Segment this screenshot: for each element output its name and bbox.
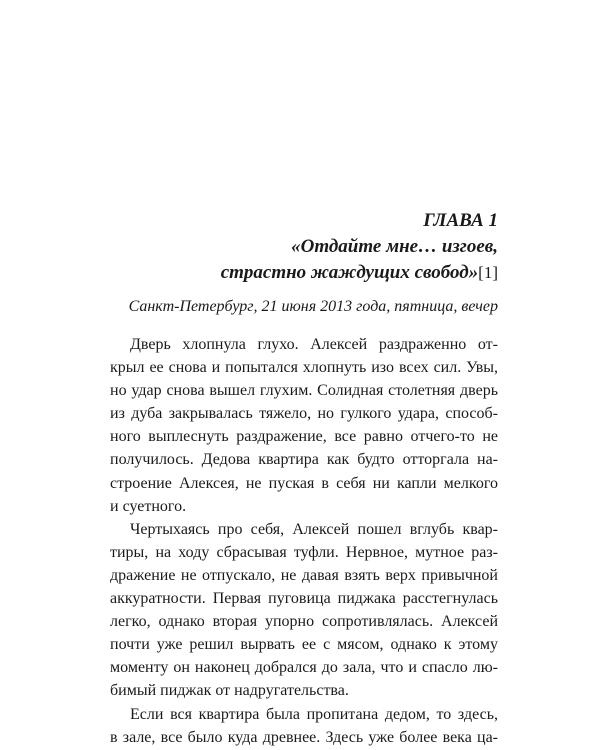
text-line: строение Алексея, не пуская в себя ни капли мелкого (110, 474, 498, 492)
text-line: получилось. Дедова квартира как будто отторгала на- (110, 451, 498, 469)
footnote-reference[interactable]: [1] (478, 263, 498, 282)
text-line: легко, однако вторая упорно сопротивлялась. Алексей (110, 613, 498, 631)
text-line: почти уже решил вырвать ее с мясом, однако к этому (110, 636, 498, 654)
text-line: бимый пиджак от надругательства. (110, 682, 349, 700)
text-line: аккуратности. Первая пуговица пиджака расстегнулась (110, 590, 498, 608)
dateline: Санкт-Петербург, 21 июня 2013 года, пятница, вечер (128, 298, 498, 315)
text-line: моменту он наконец добрался до зала, что и спасло лю- (110, 659, 498, 677)
text-line: но удар снова вышел глухим. Солидная столетняя дверь (110, 382, 498, 400)
text-line: Дверь хлопнула глухо. Алексей раздраженно от- (130, 336, 498, 353)
chapter-title-line-1: «Отдайте мне… изгоев, (291, 236, 498, 257)
text-line: крыл ее снова и попытался хлопнуть изо всех сил. Увы, (110, 359, 498, 377)
text-line: Если вся квартира была пропитана дедом, то здесь, (130, 705, 498, 723)
text-line: дражение не отпускало, не давая взять верх привычной (110, 566, 498, 584)
text-line: в зале, все было куда древнее. Здесь уже более века ца- (110, 728, 498, 746)
text-line: ного выплеснуть раздражение, все равно отчего-то не (110, 428, 498, 446)
text-line: Чертыхаясь про себя, Алексей пошел вглубь квар- (130, 520, 498, 538)
text-line: и суетного. (110, 497, 187, 515)
chapter-number: ГЛАВА 1 (423, 210, 498, 231)
body-text (110, 333, 498, 749)
text-line: тиры, на ходу сбрасывая туфли. Нервное, мутное раз- (110, 543, 498, 561)
chapter-title-line-2 (221, 262, 498, 284)
chapter-title-text: страстно жаждущих свобод» (220, 262, 479, 283)
text-line: из дуба закрывалась тяжело, но гулкого удара, способ- (110, 405, 498, 423)
